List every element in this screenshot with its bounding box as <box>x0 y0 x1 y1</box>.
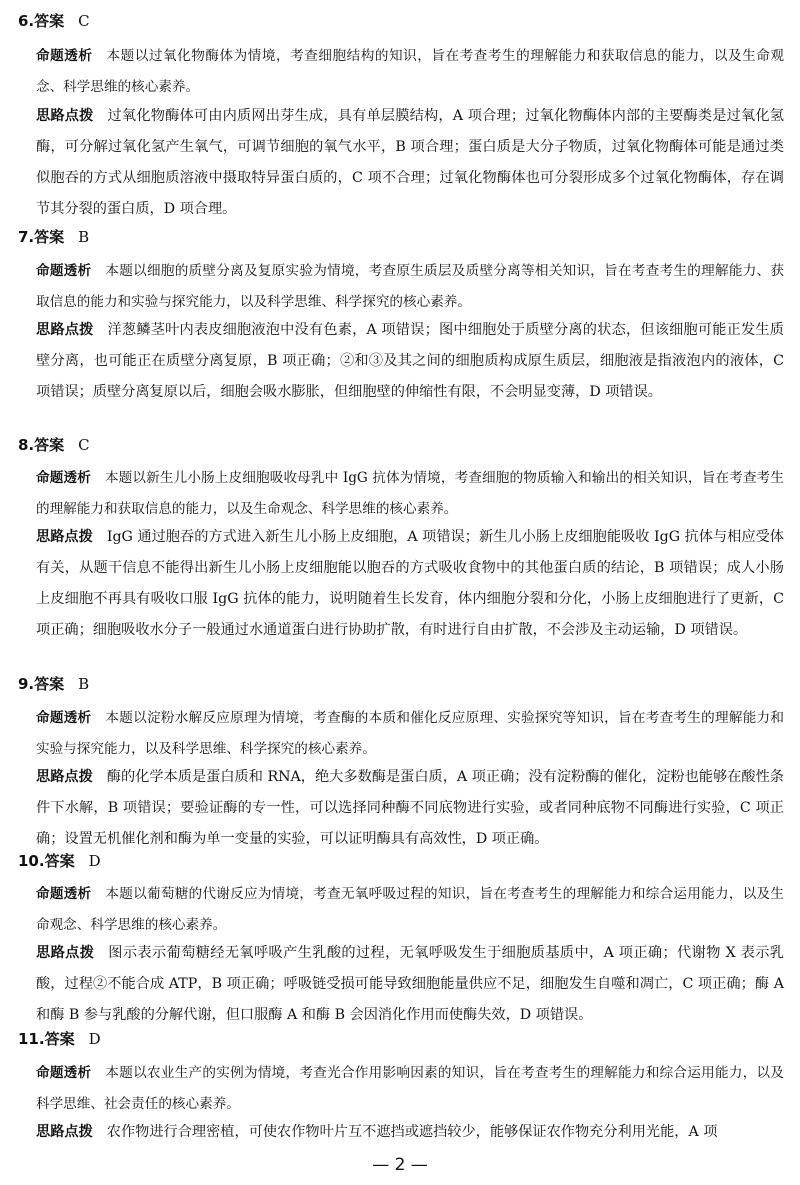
question-10-analysis: 思路点拨 图示表示葡萄糖经无氧呼吸产生乳酸的过程，无氧呼吸发生于细胞质基质中，A 项正确；代谢物 X 表示乳酸，过程②不能合成 ATP，B 项正确；呼吸链受损可能导致细胞能量供应不足，细胞发生自噬和凋亡，C 项正确；酶 A 和酶 B 参与乳酸的分解代谢，但口服酶 A 和酶 B 会因消化作用而使酶失效，D 项错误。 <box>36 945 784 1023</box>
question-7-answer: 7.答案 B <box>18 228 90 246</box>
page-number: — 2 — <box>372 1155 428 1175</box>
question-11-intro: 命题透析 本题以农业生产的实例为情境，考查光合作用影响因素的知识，旨在考查考生的理解能力和综合运用能力，以及科学思维、社会责任的核心素养。 <box>36 1065 785 1112</box>
question-8-intro: 命题透析 本题以新生儿小肠上皮细胞吸收母乳中 IgG 抗体为情境，考查细胞的物质输入和输出的相关知识，旨在考查考生的理解能力和获取信息的能力，以及生命观念、科学思维的核心素养。 <box>36 470 785 517</box>
question-6-analysis: 思路点拨 过氧化物酶体可由内质网出芽生成，具有单层膜结构，A 项合理；过氧化物酶体内部的主要酶类是过氧化氢酶，可分解过氧化氢产生氧气，可调节细胞的氧气水平，B 项合理；蛋白质是大分子物质，过氧化物酶体可能是通过类似胞吞的方式从细胞质溶液中摄取特异蛋白质的，C 项不合理；过氧化物酶体也可分裂形成多个过氧化物酶体，存在调节其分裂的蛋白质，D 项合理。 <box>36 108 784 217</box>
question-9-intro: 命题透析 本题以淀粉水解反应原理为情境，考查酶的本质和催化反应原理、实验探究等知识，旨在考查考生的理解能力和实验与探究能力，以及科学思维、科学探究的核心素养。 <box>36 710 785 757</box>
question-6-intro: 命题透析 本题以过氧化物酶体为情境，考查细胞结构的知识，旨在考查考生的理解能力和获取信息的能力，以及生命观念、科学思维的核心素养。 <box>36 48 785 95</box>
question-7-analysis: 思路点拨 洋葱鳞茎叶内表皮细胞液泡中没有色素，A 项错误；图中细胞处于质壁分离的状态，但该细胞可能正发生质壁分离，也可能正在质壁分离复原，B 项正确；②和③及其之间的细胞质构成原生质层，细胞液是指液泡内的液体，C 项错误；质壁分离复原以后，细胞会吸水膨胀，但细胞壁的伸缩性有限，不会明显变薄，D 项错误。 <box>36 322 784 400</box>
question-8-answer: 8.答案 C <box>18 436 90 454</box>
question-10-answer: 10.答案 D <box>18 852 101 870</box>
question-7-intro: 命题透析 本题以细胞的质壁分离及复原实验为情境，考查原生质层及质壁分离等相关知识，旨在考查考生的理解能力、获取信息的能力和实验与探究能力，以及科学思维、科学探究的核心素养。 <box>36 263 785 310</box>
question-11-answer: 11.答案 D <box>18 1030 101 1048</box>
question-10-intro: 命题透析 本题以葡萄糖的代谢反应为情境，考查无氧呼吸过程的知识，旨在考查考生的理解能力和综合运用能力，以及生命观念、科学思维的核心素养。 <box>36 886 785 933</box>
question-6-answer: 6.答案 C <box>18 12 90 30</box>
question-8-analysis: 思路点拨 IgG 通过胞吞的方式进入新生儿小肠上皮细胞，A 项错误；新生儿小肠上皮细胞能吸收 IgG 抗体与相应受体有关，从题干信息不能得出新生儿小肠上皮细胞能以胞吞的方式吸收食物中的其他蛋白质的结论，B 项错误；成人小肠上皮细胞不再具有吸收口服 IgG 抗体的能力，说明随着生长发育，体内细胞分裂和分化，小肠上皮细胞进行了更新，C 项正确；细胞吸收水分子一般通过水通道蛋白进行协助扩散，有时进行自由扩散，不会涉及主动运输，D 项错误。 <box>36 529 784 638</box>
question-9-analysis: 思路点拨 酶的化学本质是蛋白质和 RNA，绝大多数酶是蛋白质，A 项正确；没有淀粉酶的催化，淀粉也能够在酸性条件下水解，B 项错误；要验证酶的专一性，可以选择同种酶不同底物进行实验，或者同种底物不同酶进行实验，C 项正确；设置无机催化剂和酶为单一变量的实验，可以证明酶具有高效性，D 项正确。 <box>36 769 784 847</box>
question-9-answer: 9.答案 B <box>18 675 90 693</box>
question-11-analysis: 思路点拨 农作物进行合理密植，可使农作物叶片互不遮挡或遮挡较少，能够保证农作物充分利用光能，A 项 <box>36 1124 718 1140</box>
